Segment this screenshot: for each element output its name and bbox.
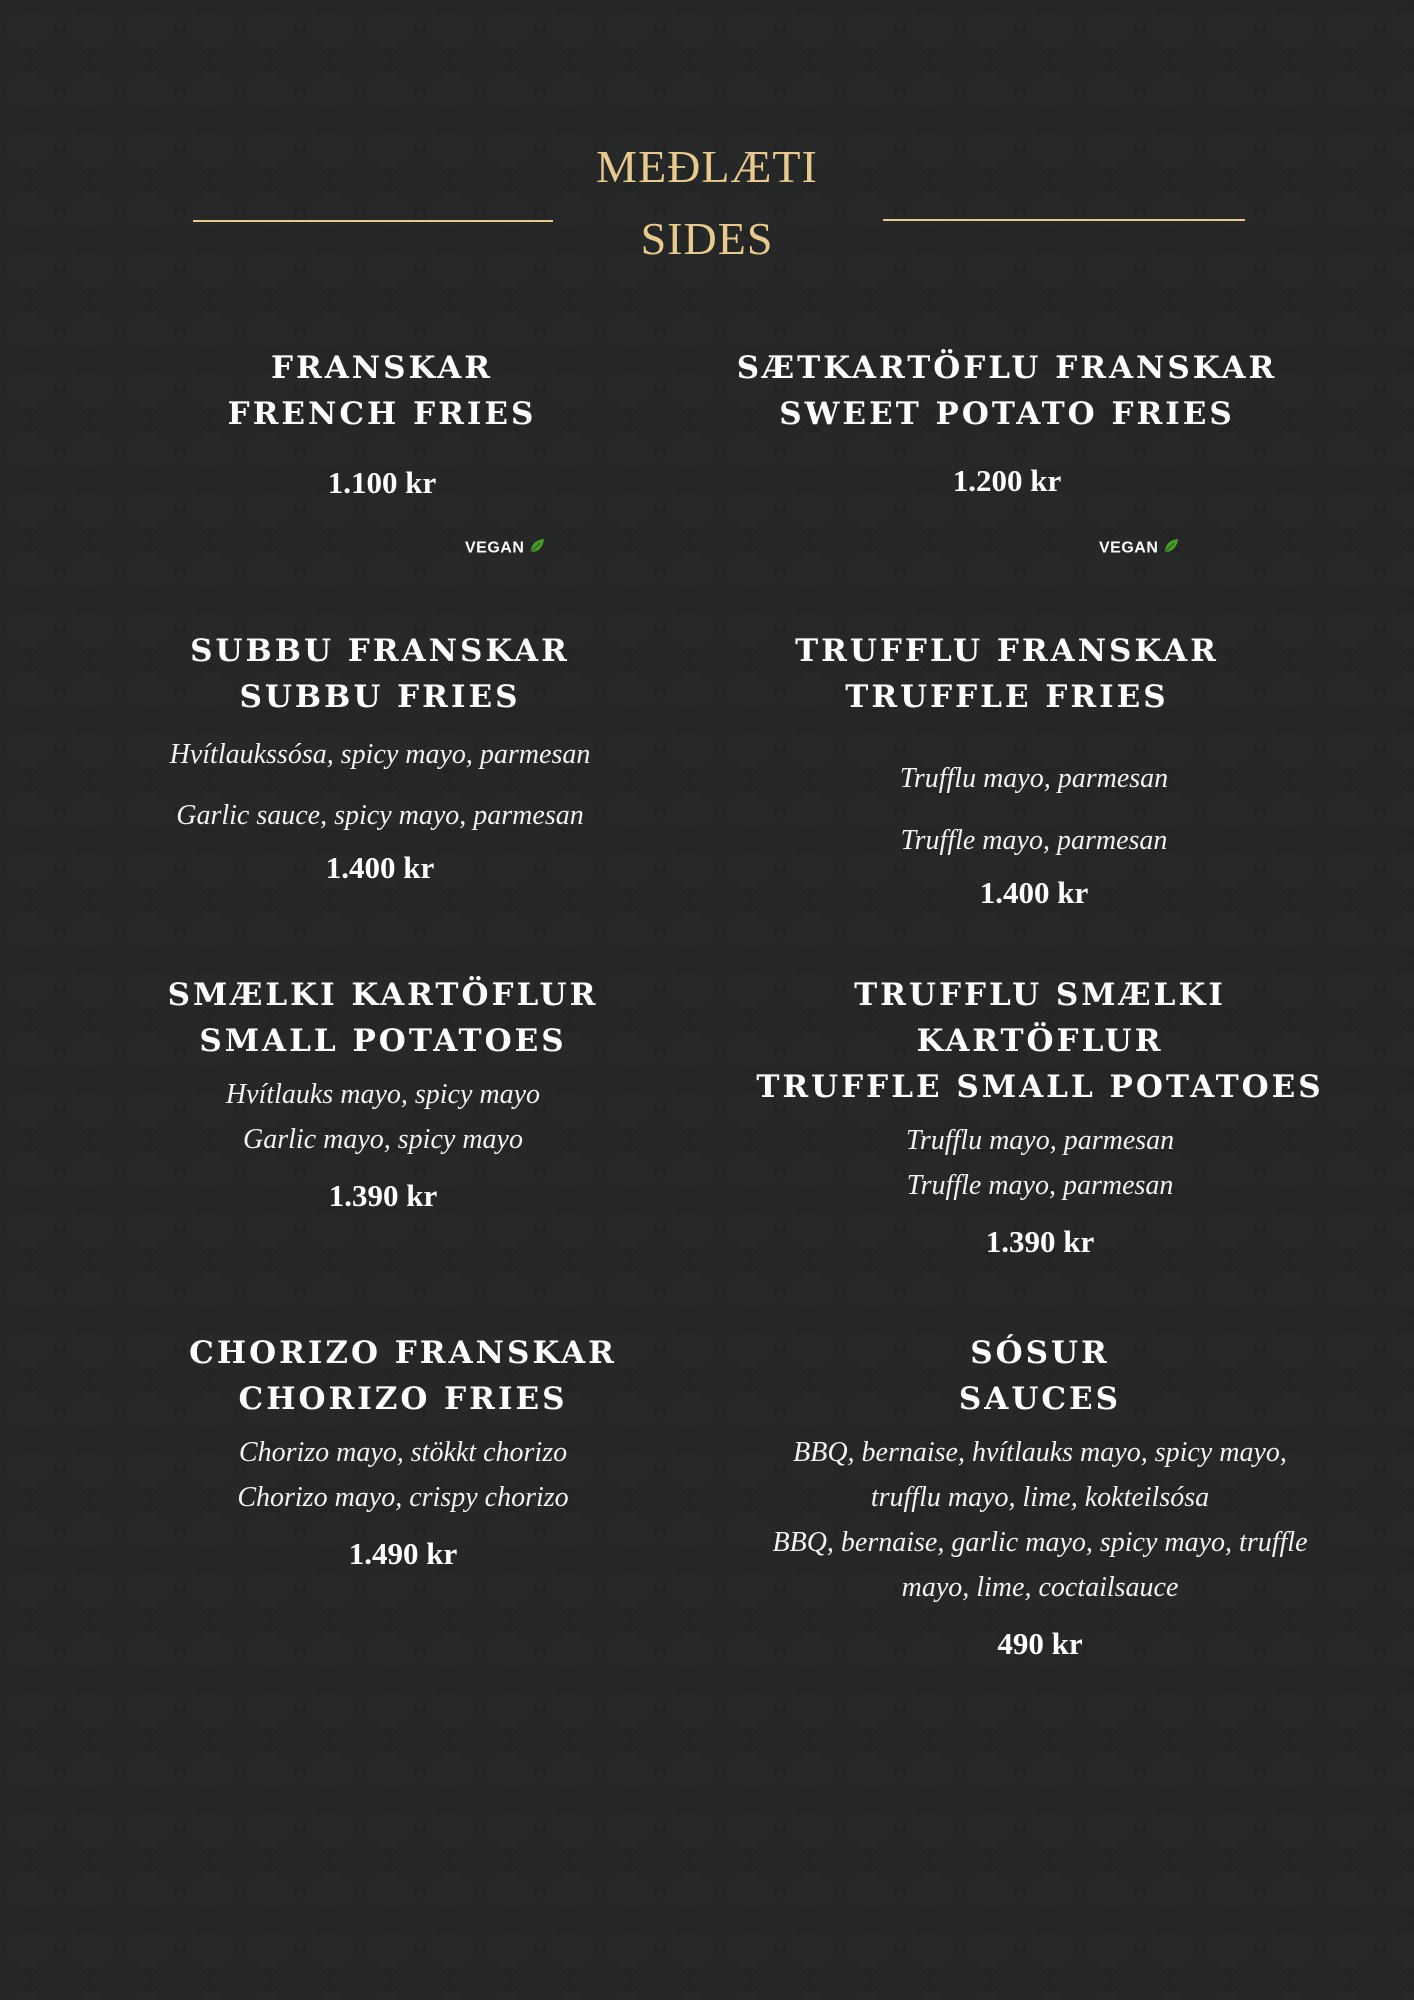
item-price: 1.200 kr [952,463,1062,498]
item-name-icelandic: TRUFFLU SMÆLKI KARTÖFLUR [854,977,1226,1059]
menu-item-small-potatoes [150,972,616,1214]
item-description-english: Garlic mayo, spicy mayo [243,1124,523,1155]
item-name-english: SWEET POTATO FRIES [779,396,1235,432]
page-title-icelandic: MEÐLÆTI [596,141,818,192]
menu-item-sauces [734,1330,1346,1662]
page-title-english: SIDES [640,213,774,264]
item-name-english: TRUFFLE SMALL POTATOES [756,1069,1324,1105]
item-name-icelandic: FRANSKAR [270,350,494,386]
item-name-icelandic: SUBBU FRANSKAR [190,633,570,669]
item-description-icelandic: Hvítlaukssósa, spicy mayo, parmesan [169,739,591,770]
leaf-icon [528,537,546,560]
item-description-icelandic: Trufflu mayo, parmesan [899,763,1169,794]
vegan-badge [465,537,546,560]
header-rule-right [883,219,1245,221]
vegan-label: VEGAN [465,539,525,557]
item-name-english: SMALL POTATOES [199,1023,567,1059]
menu-item-french-fries [140,345,624,501]
menu-item-sweet-potato-fries [717,345,1297,499]
item-name-icelandic: TRUFFLU FRANSKAR [795,633,1219,669]
item-price: 1.490 kr [348,1536,458,1571]
item-name-icelandic: SÓSUR [970,1335,1110,1371]
item-description-english: Chorizo mayo, crispy chorizo [237,1482,569,1513]
item-description-icelandic-line-1: BBQ, bernaise, hvítlauks mayo, spicy mayo, [793,1437,1287,1468]
item-price: 1.390 kr [328,1178,438,1213]
vegan-label: VEGAN [1099,539,1159,557]
header-rule-left [193,220,553,222]
item-description-english: Truffle mayo, parmesan [906,1170,1174,1201]
item-description-english: Truffle mayo, parmesan [900,825,1168,856]
item-description-icelandic: Hvítlauks mayo, spicy mayo [225,1079,541,1110]
vegan-badge [1099,537,1180,560]
item-price: 1.400 kr [979,875,1089,910]
item-description-icelandic: Trufflu mayo, parmesan [905,1125,1175,1156]
menu-item-truffle-small-potatoes [734,972,1346,1260]
item-description-english-line-2: mayo, lime, coctailsauce [901,1572,1179,1603]
menu-item-truffle-fries [717,628,1297,911]
item-description-english-line-1: BBQ, bernaise, garlic mayo, spicy mayo, truffle [772,1527,1308,1558]
item-price: 1.390 kr [985,1224,1095,1259]
item-name-icelandic: SMÆLKI KARTÖFLUR [167,977,599,1013]
item-description-icelandic: Chorizo mayo, stökkt chorizo [238,1437,568,1468]
item-name-english: SAUCES [958,1381,1122,1417]
item-name-english: CHORIZO FRIES [238,1381,568,1417]
leaf-icon [1162,537,1180,560]
item-name-english: FRENCH FRIES [227,396,537,432]
item-price: 1.100 kr [327,465,437,500]
menu-item-chorizo-fries [150,1330,656,1572]
menu-item-subbu-fries [130,628,630,886]
item-description-icelandic-line-2: trufflu mayo, lime, kokteilsósa [870,1482,1210,1513]
item-name-english: SUBBU FRIES [239,679,521,715]
item-price: 490 kr [997,1626,1083,1661]
item-description-english: Garlic sauce, spicy mayo, parmesan [176,800,584,831]
item-name-english: TRUFFLE FRIES [845,679,1169,715]
item-price: 1.400 kr [325,850,435,885]
item-name-icelandic: CHORIZO FRANSKAR [189,1335,617,1371]
item-name-icelandic: SÆTKARTÖFLU FRANSKAR [736,350,1278,386]
